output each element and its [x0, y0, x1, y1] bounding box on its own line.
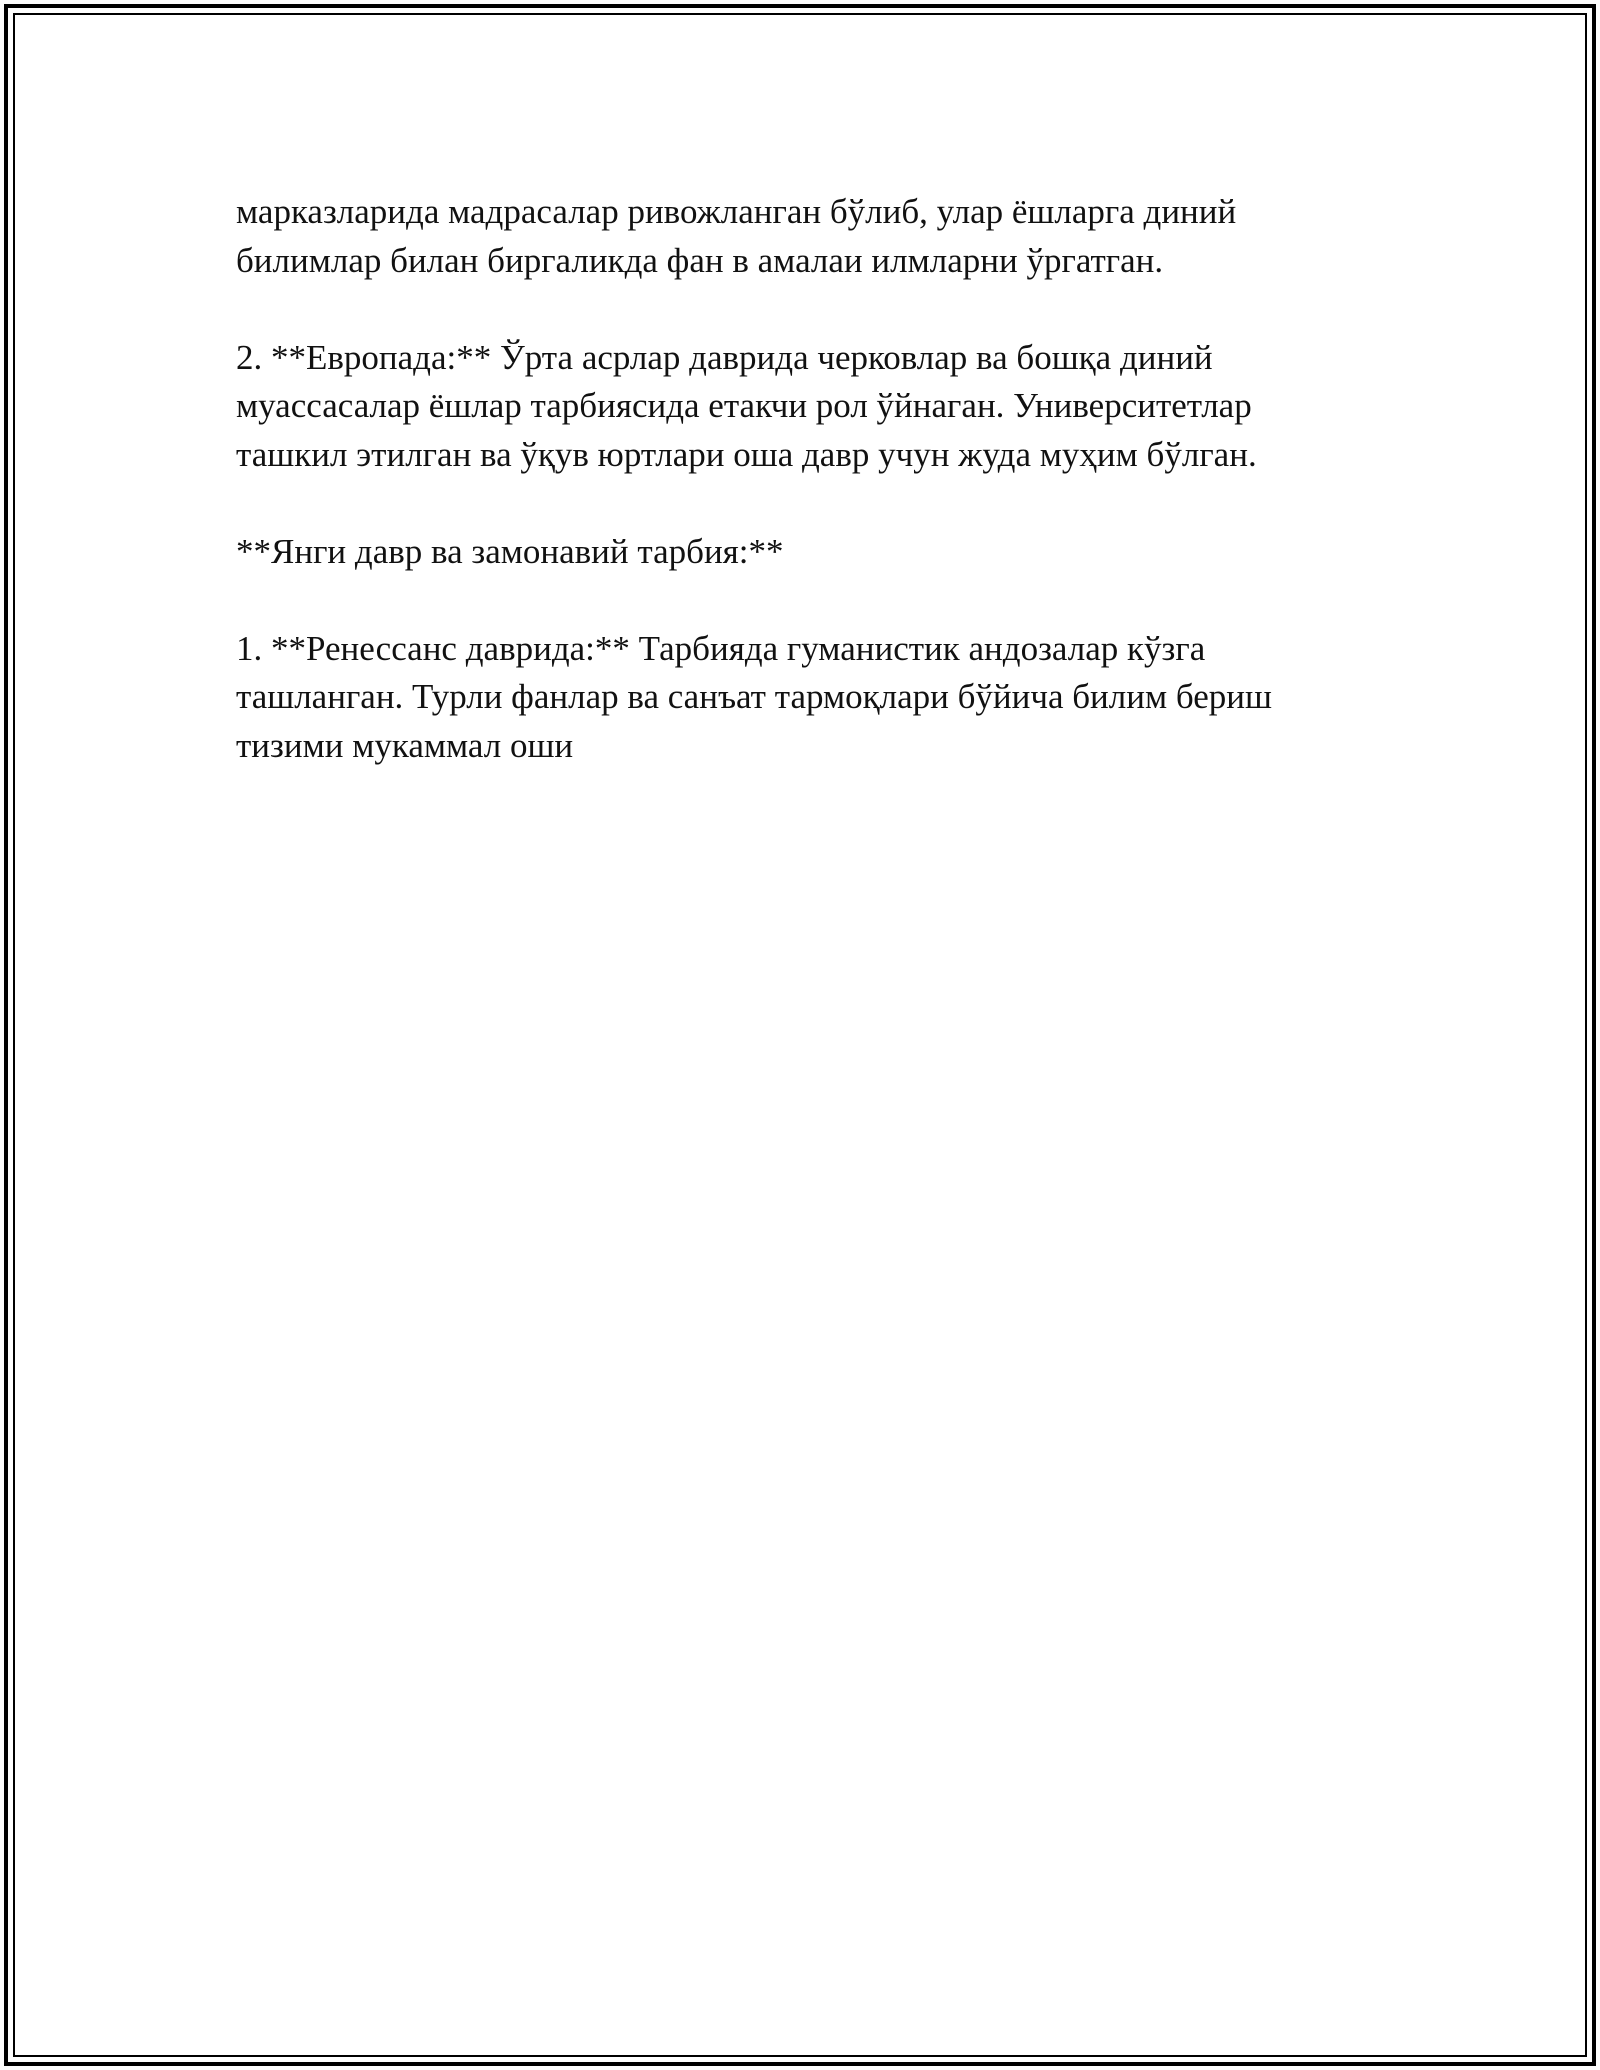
section-heading-modern-education: **Янги давр ва замонавий тарбия:** — [236, 531, 784, 571]
paragraph-madrasas: марказларида мадрасалар ривожланган бўлиб, улар ёшларга диний билимлар билан биргаликда фан в амалаи илмларни ўргатган. — [236, 192, 1237, 280]
paragraph-renaissance: 1. **Ренессанс даврида:** Тарбияда гуманистик андозалар кўзга ташланган. Турли фанлар ва санъат тармоқлари бўйича билим бериш тизими мукаммал оши — [236, 628, 1272, 765]
document-body — [236, 188, 1386, 770]
paragraph-europe: 2. **Европада:** Ўрта асрлар даврида черковлар ва бошқа диний муассасалар ёшлар тарбиясида етакчи рол ўйнаган. Университетлар ташкил этилган ва ўқув юртлари оша давр учун жуда муҳим бўлган. — [236, 337, 1257, 474]
